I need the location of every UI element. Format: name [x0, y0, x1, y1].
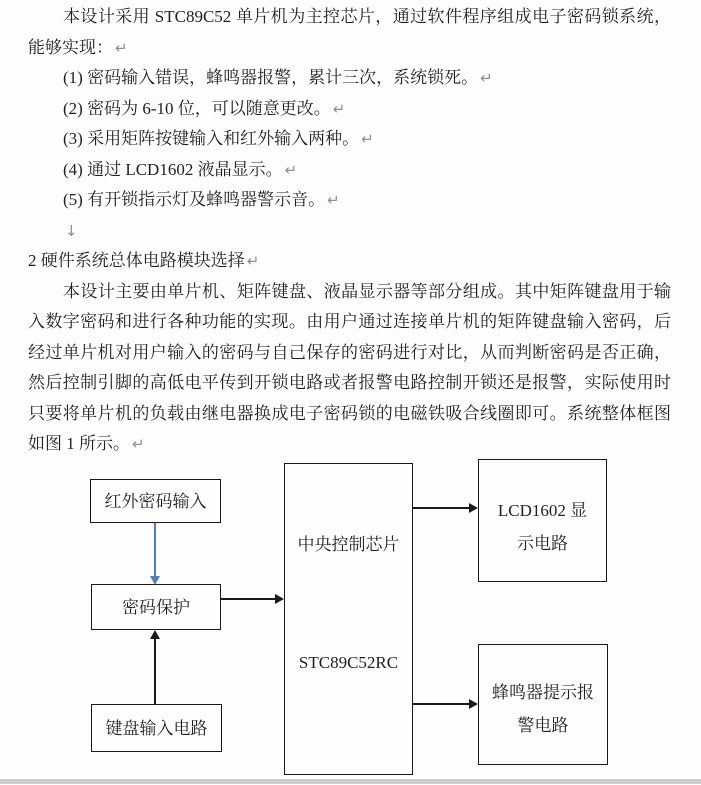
text-line [28, 33, 673, 64]
paragraph-mark: ↵ [246, 252, 260, 270]
arrow-head-up-icon [150, 630, 160, 639]
box-label: 警电路 [517, 715, 569, 735]
text-line [28, 2, 673, 33]
box-password-protect [91, 584, 221, 630]
line-text: (4) 通过 LCD1602 液晶显示。 [63, 159, 283, 179]
paragraph-mark: ↵ [361, 130, 374, 148]
box-label: 键盘输入电路 [105, 718, 208, 738]
paragraph-mark: ↵ [132, 435, 145, 453]
box-label: 示电路 [517, 533, 568, 553]
paragraph-mark: ↵ [327, 191, 340, 209]
line-text: 能够实现： [28, 37, 113, 57]
paragraph-mark [671, 405, 673, 423]
box-label: 中央控制芯片 [297, 535, 400, 554]
section-heading [28, 246, 673, 277]
text-line [28, 307, 673, 338]
line-text: (5) 有开锁指示灯及蜂鸣器警示音。 [63, 190, 326, 209]
list-item [28, 63, 673, 94]
box-label: 密码保护 [122, 597, 190, 617]
arrow-head-right-icon [469, 503, 478, 513]
page-bottom-divider [0, 779, 701, 784]
line-text: 本设计主要由单片机、矩阵键盘、液晶显示器等部分组成。其中矩阵键盘用于输 [63, 281, 671, 301]
line-text: (3) 采用矩阵按键输入和红外输入两种。 [63, 129, 360, 148]
line-text: 然后控制引脚的高低电平传到开锁电路或者报警电路控制开锁还是报警，实际使用时 [28, 373, 671, 392]
list-item [28, 124, 673, 155]
box-label: STC89C52RC [298, 653, 399, 672]
paragraph-mark [671, 283, 673, 301]
line-text: 如图 1 所示。 [28, 434, 130, 453]
arrow-shaft [154, 638, 156, 704]
arrow-head-right-icon [469, 699, 478, 709]
arrow-shaft [413, 507, 470, 509]
arrow-head-down-icon [150, 576, 160, 585]
text-line [28, 368, 673, 399]
line-text: 只要将单片机的负载由继电器换成电子密码锁的电磁铁吸合线圈即可。系统整体框图 [28, 403, 671, 423]
line-text: 经过单片机对用户输入的密码与自己保存的密码进行对比，从而判断密码是否正确， [28, 342, 671, 362]
list-item [28, 155, 673, 186]
paragraph-mark: ↵ [115, 38, 128, 57]
box-infrared-input [90, 479, 221, 523]
arrow-shaft [221, 598, 276, 600]
list-item [28, 185, 673, 216]
down-arrow-mark: ↓ [65, 221, 78, 240]
arrow-shaft [154, 523, 156, 577]
text-line [28, 429, 673, 460]
paragraph-mark [671, 374, 673, 392]
document-text [28, 2, 673, 460]
text-line [28, 338, 673, 369]
line-text: (2) 密码为 6-10 位，可以随意更改。 [63, 98, 331, 118]
line-text: 本设计采用 STC89C52 单片机为主控芯片，通过软件程序组成电子密码锁系统， [63, 7, 671, 26]
list-item [28, 94, 673, 125]
box-label: 红外密码输入 [104, 491, 207, 511]
paragraph-mark [671, 344, 673, 362]
box-lcd-display [478, 459, 607, 582]
box-label: 蜂鸣器提示报 [492, 682, 594, 702]
text-line [28, 277, 673, 308]
line-text: 2 硬件系统总体电路模块选择 [28, 251, 245, 270]
text-line [28, 399, 673, 430]
line-text: (1) 密码输入错误，蜂鸣器报警，累计三次，系统锁死。 [63, 68, 479, 87]
arrow-shaft [413, 703, 470, 705]
box-keyboard-input [91, 704, 222, 752]
box-central-controller [284, 463, 413, 775]
line-text: 入数字密码和进行各种功能的实现。由用户通过连接单片机的矩阵键盘输入密码，后 [28, 312, 671, 331]
box-buzzer-alarm [478, 644, 608, 765]
paragraph-mark: ↵ [332, 99, 346, 118]
paragraph-mark: ↵ [480, 69, 493, 87]
paragraph-mark: ↵ [284, 160, 298, 179]
box-label: LCD1602 显 [497, 500, 588, 520]
paragraph-mark [671, 313, 673, 331]
empty-paragraph [28, 216, 673, 247]
arrow-head-right-icon [275, 594, 284, 604]
paragraph-mark [671, 8, 673, 26]
